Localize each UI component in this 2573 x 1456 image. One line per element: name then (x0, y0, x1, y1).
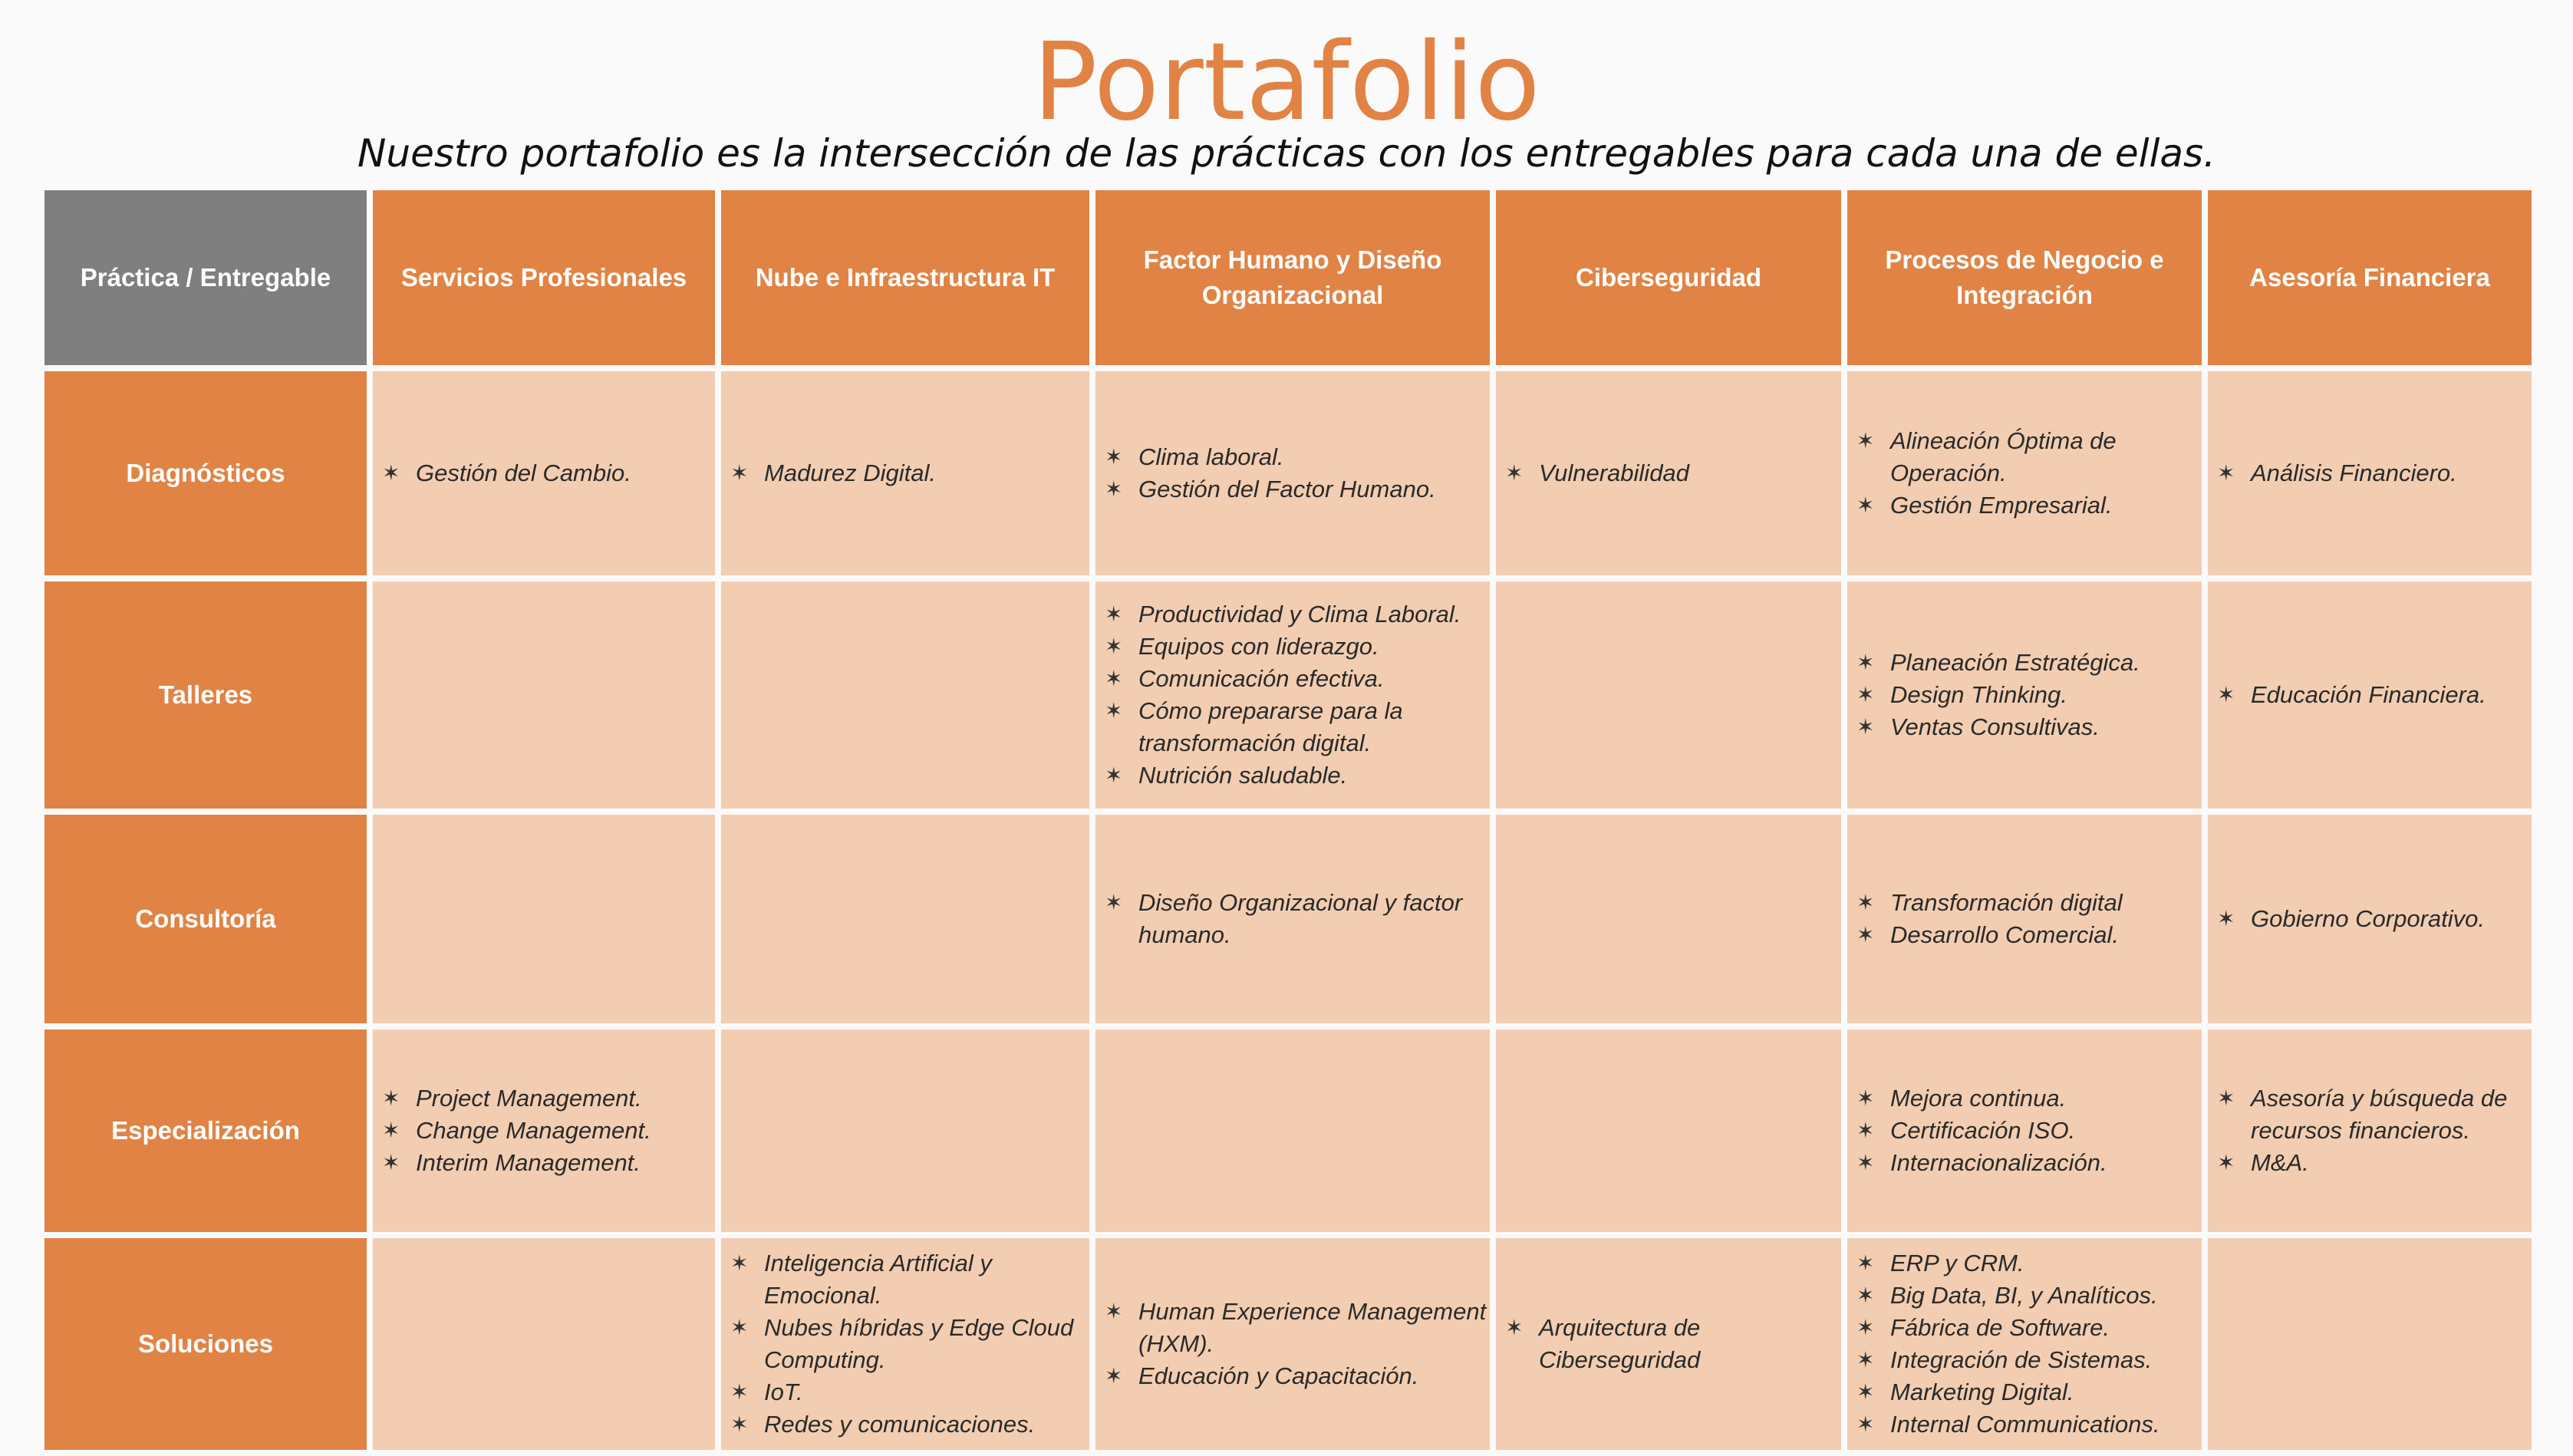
list-item: ✶ Planeación Estratégica. (1890, 647, 2202, 679)
table-cell (2208, 581, 2532, 809)
column-header: Nube e Infraestructura IT (721, 190, 1089, 365)
table-row (44, 1029, 2532, 1232)
table-cell (1847, 581, 2202, 809)
page-title: Portafolio (1033, 20, 1540, 145)
table-cell (1496, 371, 1841, 575)
corner-header: Práctica / Entregable (44, 190, 367, 365)
table-cell (1496, 581, 1841, 809)
column-header: Servicios Profesionales (373, 190, 715, 365)
table-cell (1847, 1238, 2202, 1450)
bullet-list (1095, 1296, 1490, 1392)
table-cell (2208, 1029, 2532, 1232)
bullet-list (1095, 887, 1490, 951)
list-item: ✶ Madurez Digital. (764, 457, 1089, 489)
table-row (44, 815, 2532, 1023)
list-item: ✶ Alineación Óptima de Operación. (1890, 425, 2202, 489)
table-cell (1095, 1029, 1490, 1232)
list-item: ✶ Internacionalización. (1890, 1147, 2202, 1179)
list-item: ✶ Design Thinking. (1890, 679, 2202, 711)
list-item: ✶ Nubes híbridas y Edge Cloud Computing. (764, 1312, 1089, 1376)
list-item: ✶ Arquitectura de Ciberseguridad (1539, 1312, 1841, 1376)
list-item: ✶ M&A. (2251, 1147, 2532, 1179)
list-item: ✶ Gestión del Factor Humano. (1138, 473, 1490, 506)
page-subtitle: Nuestro portafolio es la intersección de las prácticas con los entregables para cada una de ellas. (357, 131, 2216, 176)
table-cell (721, 815, 1089, 1023)
row-header: Talleres (44, 581, 367, 809)
list-item: ✶ Internal Communications. (1890, 1408, 2202, 1441)
table-cell (373, 1029, 715, 1232)
row-header: Consultoría (44, 815, 367, 1023)
table-cell (373, 1238, 715, 1450)
bullet-list (2208, 679, 2532, 711)
table-cell (721, 1029, 1089, 1232)
bullet-list (1847, 1082, 2202, 1179)
bullet-list (1095, 441, 1490, 506)
bullet-list (2208, 457, 2532, 489)
list-item: ✶ Productividad y Clima Laboral. (1138, 598, 1490, 631)
table-cell (1847, 1029, 2202, 1232)
list-item: ✶ Comunicación efectiva. (1138, 663, 1490, 695)
column-header: Ciberseguridad (1496, 190, 1841, 365)
table-cell (1496, 815, 1841, 1023)
bullet-list (721, 1247, 1089, 1441)
bullet-list (1496, 1312, 1841, 1376)
list-item: ✶ Marketing Digital. (1890, 1376, 2202, 1408)
list-item: ✶ Cómo prepararse para la transformación digital. (1138, 695, 1490, 759)
list-item: ✶ Mejora continua. (1890, 1082, 2202, 1115)
table-cell (1847, 815, 2202, 1023)
table-cell (373, 371, 715, 575)
list-item: ✶ ERP y CRM. (1890, 1247, 2202, 1280)
list-item: ✶ Equipos con liderazgo. (1138, 631, 1490, 663)
bullet-list (373, 1082, 715, 1179)
table-cell (2208, 815, 2532, 1023)
table-row (44, 1238, 2532, 1450)
bullet-list (1847, 425, 2202, 522)
table-cell (721, 1238, 1089, 1450)
table-cell (1496, 1029, 1841, 1232)
list-item: ✶ Nutrición saludable. (1138, 759, 1490, 792)
list-item: ✶ Gestión Empresarial. (1890, 489, 2202, 522)
table-cell (1095, 371, 1490, 575)
list-item: ✶ Educación y Capacitación. (1138, 1360, 1490, 1392)
row-header: Diagnósticos (44, 371, 367, 575)
list-item: ✶ Educación Financiera. (2251, 679, 2532, 711)
list-item: ✶ Gobierno Corporativo. (2251, 903, 2532, 935)
list-item: ✶ Ventas Consultivas. (1890, 711, 2202, 743)
bullet-list (2208, 1082, 2532, 1179)
list-item: ✶ Diseño Organizacional y factor humano. (1138, 887, 1490, 951)
table-cell (1095, 815, 1490, 1023)
table-cell (1847, 371, 2202, 575)
list-item: ✶ Redes y comunicaciones. (764, 1408, 1089, 1441)
column-header: Factor Humano y Diseño Organizacional (1095, 190, 1490, 365)
table-cell (2208, 371, 2532, 575)
bullet-list (1847, 1247, 2202, 1441)
portfolio-table (38, 184, 2538, 1456)
list-item: ✶ IoT. (764, 1376, 1089, 1408)
table-cell (721, 371, 1089, 575)
list-item: ✶ Big Data, BI, y Analíticos. (1890, 1280, 2202, 1312)
list-item: ✶ Human Experience Management (HXM). (1138, 1296, 1490, 1360)
bullet-list (373, 457, 715, 489)
bullet-list (1496, 457, 1841, 489)
list-item: ✶ Inteligencia Artificial y Emocional. (764, 1247, 1089, 1312)
table-cell (1496, 1238, 1841, 1450)
list-item: ✶ Asesoría y búsqueda de recursos financieros. (2251, 1082, 2532, 1147)
column-header: Procesos de Negocio e Integración (1847, 190, 2202, 365)
table-cell (373, 815, 715, 1023)
table-cell (2208, 1238, 2532, 1450)
list-item: ✶ Vulnerabilidad (1539, 457, 1841, 489)
list-item: ✶ Clima laboral. (1138, 441, 1490, 473)
table-cell (721, 581, 1089, 809)
table-cell (1095, 1238, 1490, 1450)
list-item: ✶ Integración de Sistemas. (1890, 1344, 2202, 1376)
column-header: Asesoría Financiera (2208, 190, 2532, 365)
bullet-list (1847, 647, 2202, 743)
list-item: ✶ Certificación ISO. (1890, 1115, 2202, 1147)
bullet-list (1847, 887, 2202, 951)
table-cell (373, 581, 715, 809)
list-item: ✶ Transformación digital (1890, 887, 2202, 919)
bullet-list (1095, 598, 1490, 792)
list-item: ✶ Desarrollo Comercial. (1890, 919, 2202, 951)
bullet-list (2208, 903, 2532, 935)
bullet-list (721, 457, 1089, 489)
list-item: ✶ Project Management. (416, 1082, 715, 1115)
table-row (44, 371, 2532, 575)
list-item: ✶ Análisis Financiero. (2251, 457, 2532, 489)
list-item: ✶ Gestión del Cambio. (416, 457, 715, 489)
table-cell (1095, 581, 1490, 809)
table-row (44, 581, 2532, 809)
list-item: ✶ Interim Management. (416, 1147, 715, 1179)
row-header: Especialización (44, 1029, 367, 1232)
table-body (44, 371, 2532, 1450)
list-item: ✶ Change Management. (416, 1115, 715, 1147)
list-item: ✶ Fábrica de Software. (1890, 1312, 2202, 1344)
row-header: Soluciones (44, 1238, 367, 1450)
header-row (44, 190, 2532, 365)
